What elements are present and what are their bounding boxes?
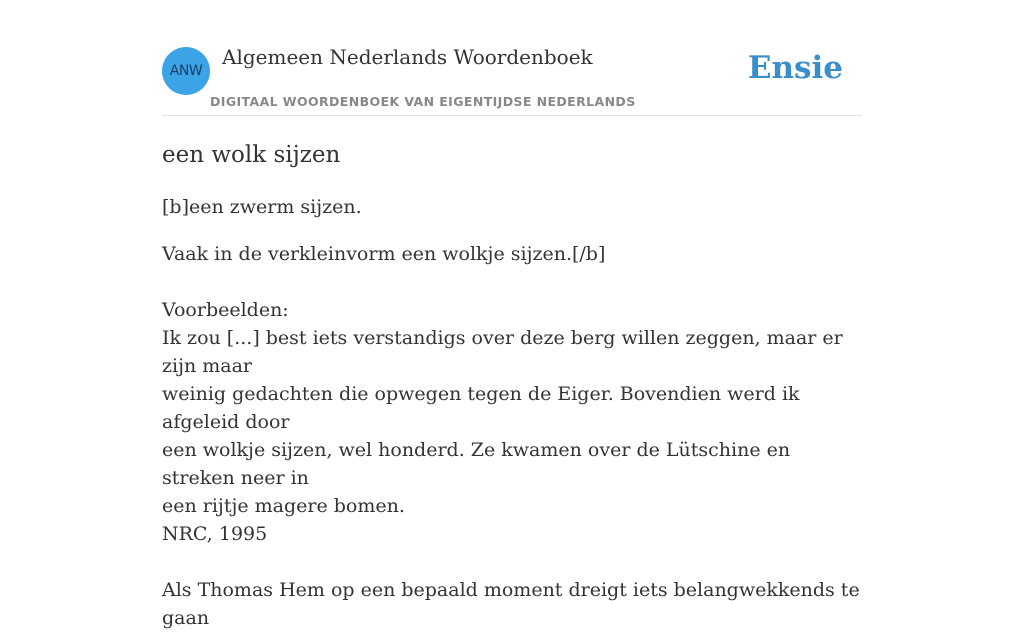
example-line: weinig gedachten die opwegen tegen de Eiger. Bovendien werd ik afgeleid door (162, 383, 800, 433)
site-header (162, 0, 862, 116)
example-line: een wolkje sijzen, wel honderd. Ze kwamen over de Lütschine en streken neer in (162, 439, 791, 489)
ensie-brand-logo[interactable]: Ensie (747, 50, 843, 86)
site-subtitle: DIGITAAL WOORDENBOEK VAN EIGENTIJDSE NEDERLANDS (210, 94, 636, 109)
entry-content (162, 136, 862, 632)
example-source: NRC, 1995 (162, 523, 268, 545)
anw-logo[interactable] (162, 47, 210, 95)
entry-term: een wolk sijzen (162, 142, 341, 168)
logo-text: ANW (169, 63, 203, 79)
entry-note: Vaak in de verkleinvorm een wolkje sijzen.[/b] (162, 243, 606, 265)
example-line: Als Thomas Hem op een bepaald moment dreigt iets belangwekkends te gaan (162, 579, 860, 629)
entry-definition: [b]een zwerm sijzen. (162, 196, 362, 218)
examples-label: Voorbeelden: (162, 299, 289, 321)
example-line: een rijtje magere bomen. (162, 495, 405, 517)
site-title[interactable]: Algemeen Nederlands Woordenboek (222, 45, 593, 69)
example-line: Ik zou [...] best iets verstandigs over deze berg willen zeggen, maar er zijn maar (162, 327, 843, 377)
